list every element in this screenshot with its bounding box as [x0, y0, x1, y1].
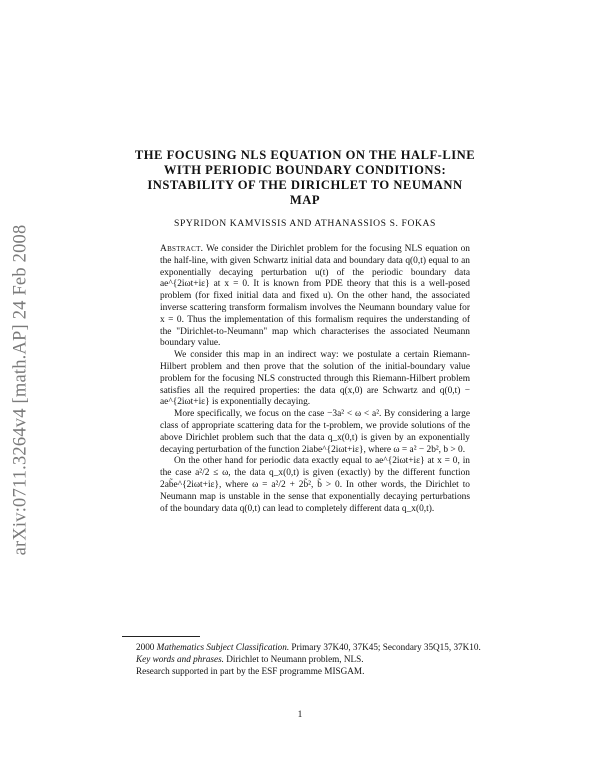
support-footnote: Research supported in part by the ESF programme MISGAM. [136, 666, 365, 676]
title-line: MAP [289, 193, 321, 207]
abstract [160, 244, 470, 515]
msc-label: Mathematics Subject Classification. [156, 642, 290, 652]
msc-year: 2000 [136, 642, 155, 652]
footnotes [122, 641, 482, 677]
title-line: INSTABILITY OF THE DIRICHLET TO NEUMANN [147, 178, 463, 192]
msc-codes: Primary 37K40, 37K45; Secondary 35Q15, 37K10. [291, 642, 481, 652]
footnote-rule [122, 636, 200, 637]
page-number: 1 [297, 710, 303, 720]
abstract-paragraph: On the other hand for periodic data exactly equal to ae^{2iωt+iε} at x = 0, in the case a²/2 ≤ ω, the data q_x(0,t) is given (exactly) by the different function 2ab̃e^{2iωt+iε}, where ω = a²/2 + 2b̃², b̃ > 0. In other words, the Dirichlet to Neumann map is unstable in the sense that exponentially decaying perturbations of the boundary data q(0,t) can lead to completely different data q_x(0,t). [160, 456, 470, 514]
abstract-paragraph: More specifically, we focus on the case −3a² < ω < a². By considering a large class of appropriate scattering data for the t-problem, we provide solutions of the above Dirichlet problem such that the data q_x(0,t) is given by an exponentially decaying perturbation of the function 2iabe^{2iωt+iε}, where ω = a² − 2b², b > 0. [160, 409, 470, 455]
author-list: SPYRIDON KAMVISSIS AND ATHANASSIOS S. FOKAS [174, 218, 436, 229]
abstract-paragraph [160, 244, 470, 350]
paper-title [110, 148, 500, 208]
keywords-label: Key words and phrases. [136, 654, 224, 664]
abstract-text: We consider the Dirichlet problem for the focusing NLS equation on the half-line, with given Schwartz initial data and boundary data q(0,t) equal to an exponentially decaying perturbation u(t) of the periodic boundary data ae^{2iωt+iε} at x = 0. It is known from PDE theory that this is a well-posed problem (for fixed initial data and fixed u). On the other hand, the associated inverse scattering transform formalism involves the Neumann boundary value for x = 0. Thus the implementation of this formalism requires the understanding of the "Dirichlet-to-Neumann" map which characterises the associated Neumann boundary value. [160, 244, 470, 349]
arxiv-sidebar [6, 180, 36, 600]
keywords-text: Dirichlet to Neumann problem, NLS. [226, 654, 364, 664]
keywords-footnote [122, 653, 482, 665]
title-line: WITH PERIODIC BOUNDARY CONDITIONS: [163, 163, 447, 177]
msc-footnote [122, 641, 482, 653]
arxiv-identifier: arXiv:0711.3264v4 [math.AP] 24 Feb 2008 [10, 224, 31, 556]
title-line: THE FOCUSING NLS EQUATION ON THE HALF-LINE [134, 148, 476, 162]
abstract-paragraph: We consider this map in an indirect way: we postulate a certain Riemann-Hilbert problem and then prove that the solution of the initial-boundary value problem for the focusing NLS constructed through this Riemann-Hilbert problem satisfies all the required properties: the data q(x,0) are Schwartz and q(0,t) − ae^{2iωt+iε} is exponentially decaying. [160, 350, 470, 408]
abstract-label: Abstract. [160, 244, 204, 254]
